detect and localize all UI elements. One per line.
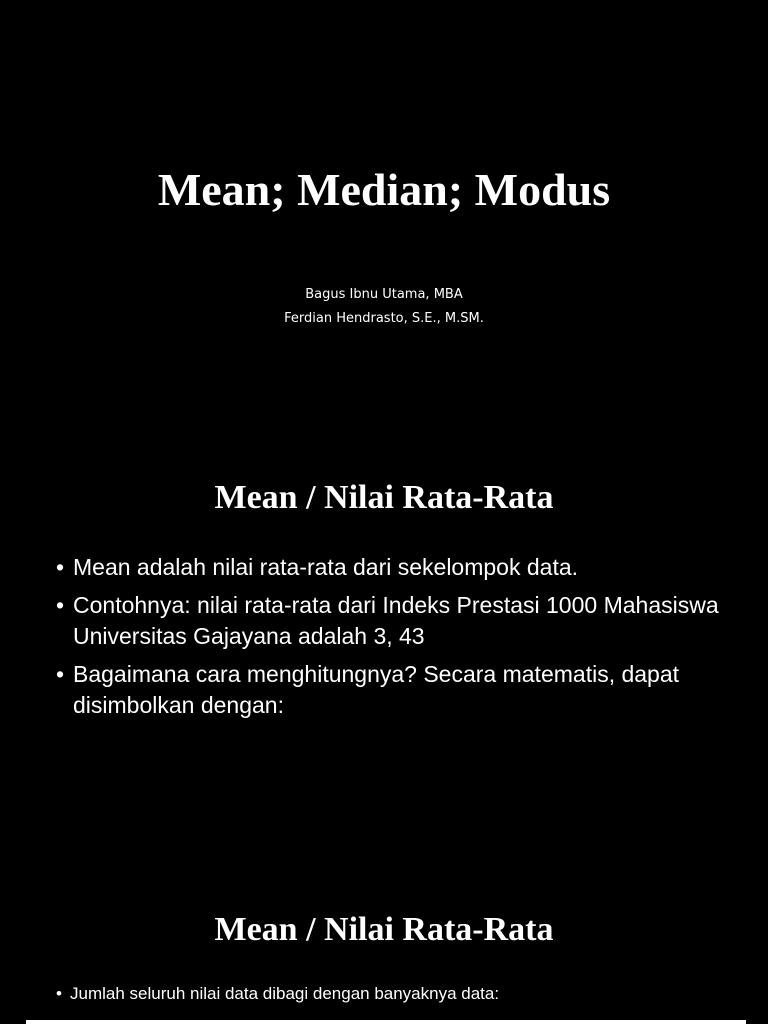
- list-item: [56, 590, 736, 652]
- author-name: Bagus Ibnu Utama, MBA: [305, 287, 463, 302]
- author-name: Ferdian Hendrasto, S.E., M.SM.: [284, 311, 484, 326]
- bullet-icon: •: [56, 554, 65, 580]
- bullet-icon: •: [56, 984, 62, 1003]
- slide-mean-definition: [0, 432, 768, 864]
- bullet-list: [56, 552, 736, 728]
- bullet-text: Bagaimana cara menghitungnya? Secara matematis, dapat disimbolkan dengan:: [73, 661, 680, 718]
- bullet-text: Contohnya: nilai rata-rata dari Indeks Prestasi 1000 Mahasiswa Universitas Gajayana adalah 3, 43: [73, 592, 719, 649]
- bullet-text: Mean adalah nilai rata-rata dari sekelompok data.: [73, 554, 579, 580]
- bullet-icon: •: [56, 592, 65, 618]
- bullet-icon: •: [56, 661, 65, 687]
- author-list: [0, 283, 768, 331]
- slide-mean-formula: [0, 864, 768, 1024]
- bullet-list: [56, 982, 736, 1006]
- slide-title: [0, 0, 768, 432]
- bullet-text: Jumlah seluruh nilai data dibagi dengan banyaknya data:: [70, 984, 500, 1003]
- page-title: Mean; Median; Modus: [157, 164, 611, 215]
- list-item: [56, 659, 736, 721]
- list-item: [56, 552, 736, 583]
- section-title: Mean / Nilai Rata-Rata: [214, 479, 554, 516]
- formula-image-placeholder: [26, 1020, 746, 1024]
- list-item: [56, 982, 736, 1006]
- section-title: Mean / Nilai Rata-Rata: [214, 911, 554, 948]
